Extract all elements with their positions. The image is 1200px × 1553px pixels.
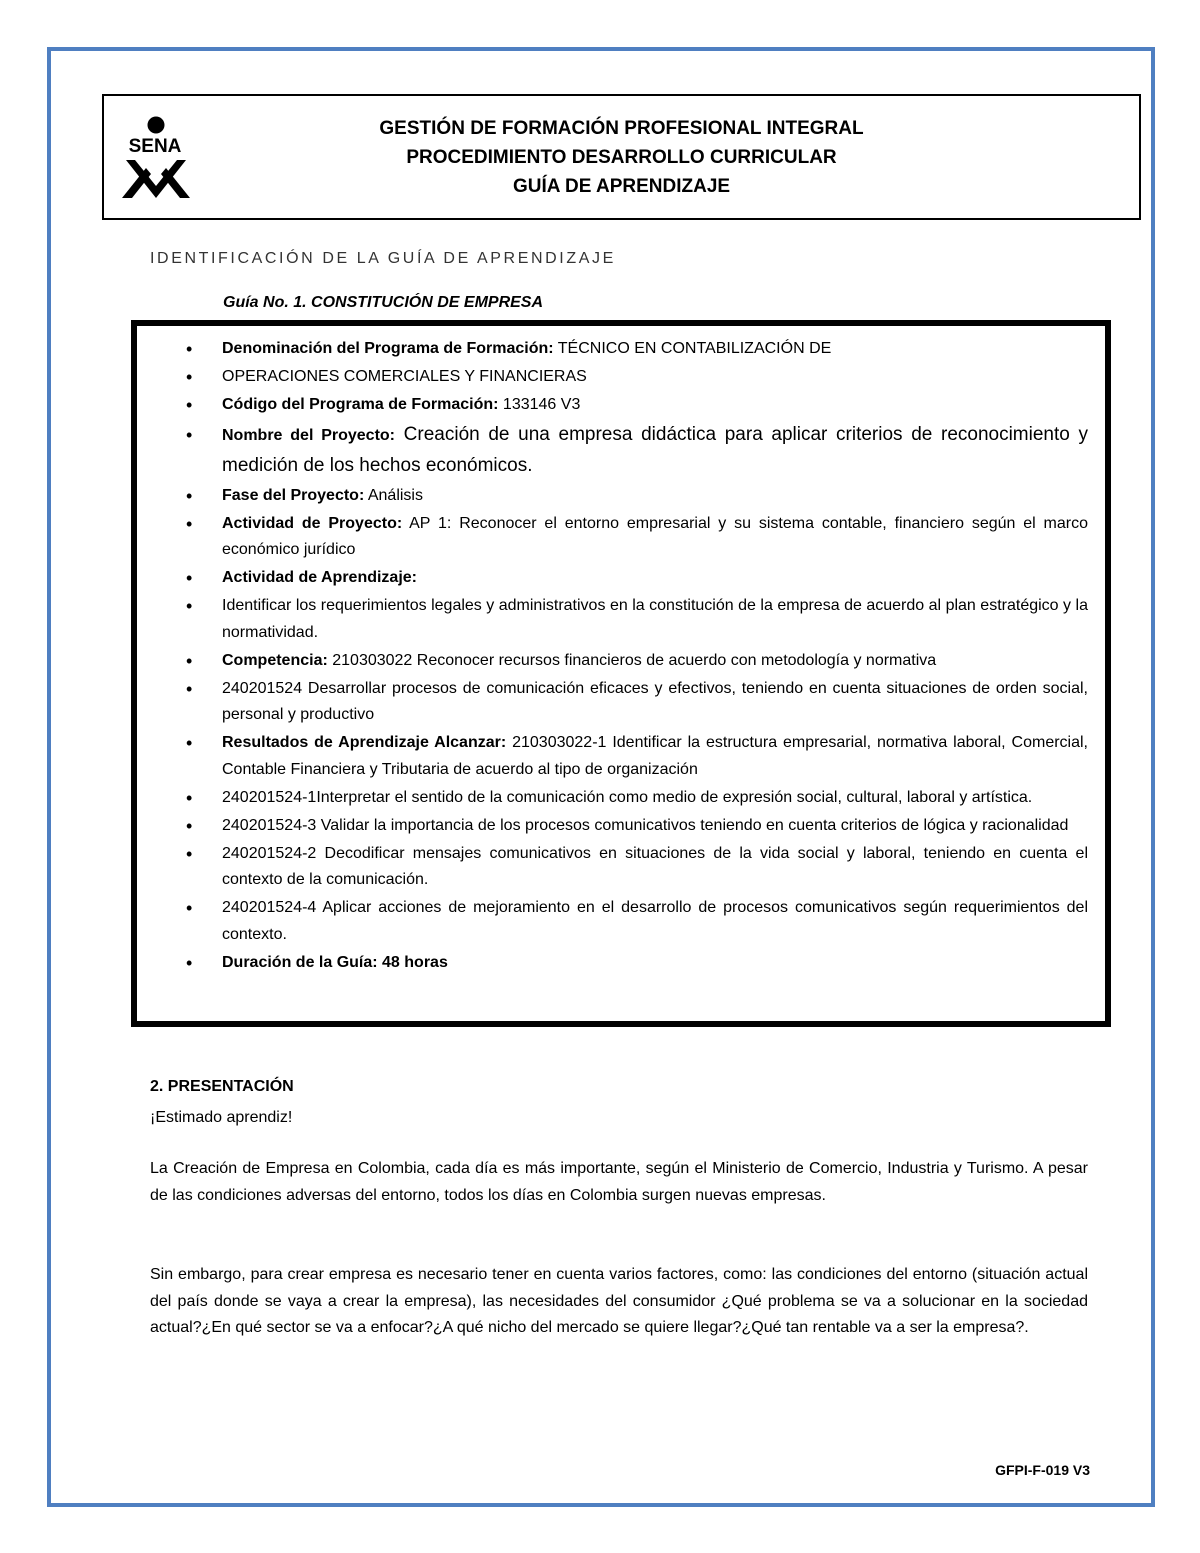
guide-info-list (222, 336, 1088, 978)
footer-code: GFPI-F-019 V3 (995, 1462, 1090, 1478)
identification-heading: IDENTIFICACIÓN DE LA GUÍA DE APRENDIZAJE (150, 250, 616, 267)
presentation-paragraph-1: La Creación de Empresa en Colombia, cada día es más importante, según el Ministerio de Comercio, Industria y Turismo. A pesar de las condiciones adversas del entorno, todos los días en Colombia surgen nuevas empresas. (150, 1160, 1088, 1204)
header-title-line2: PROCEDIMIENTO DESARROLLO CURRICULAR (406, 147, 837, 168)
list-item: • 240201524-4 Aplicar acciones de mejoramiento en el desarrollo de procesos comunicativos según requerimientos del contexto. (222, 895, 1088, 948)
logo-text: SENA (128, 136, 182, 157)
list-item: • 240201524-3 Validar la importancia de los procesos comunicativos teniendo en cuenta criterios de lógica y racionalidad (222, 813, 1088, 840)
list-item: • Código del Programa de Formación: 133146 V3 (222, 392, 1088, 419)
presentation-heading: 2. PRESENTACIÓN (150, 1078, 294, 1095)
list-item: • Nombre del Proyecto: Creación de una empresa didáctica para aplicar criterios de reconocimiento y medición de los hechos económicos. (222, 420, 1088, 481)
list-item: • Denominación del Programa de Formación: TÉCNICO EN CONTABILIZACIÓN DE (222, 336, 1088, 363)
header-title-line3: GUÍA DE APRENDIZAJE (512, 176, 731, 197)
list-item: • OPERACIONES COMERCIALES Y FINANCIERAS (222, 364, 1088, 391)
guide-title: Guía No. 1. CONSTITUCIÓN DE EMPRESA (223, 294, 544, 311)
list-item: • Fase del Proyecto: Análisis (222, 483, 1088, 510)
list-item: • Actividad de Proyecto: AP 1: Reconocer el entorno empresarial y su sistema contable, financiero según el marco económico jurídico (222, 511, 1088, 564)
list-item: • Identificar los requerimientos legales y administrativos en la constitución de la empresa de acuerdo al plan estratégico y la normatividad. (222, 593, 1088, 646)
guide-info-box (131, 320, 1111, 1027)
list-item: • Resultados de Aprendizaje Alcanzar: 210303022-1 Identificar la estructura empresarial, normativa laboral, Comercial, Contable Financiera y Tributaria de acuerdo al tipo de organización (222, 730, 1088, 783)
list-item: • Actividad de Aprendizaje: (222, 565, 1088, 592)
presentation-paragraph-2: Sin embargo, para crear empresa es necesario tener en cuenta varios factores, como: las condiciones del entorno (situación actual del país donde se vaya a crear la empresa), las necesidades del consumidor ¿Qué problema se va a solucionar en la sociedad actual?¿En qué sector se va a enfocar?¿A qué nicho del mercado se quiere llegar?¿Qué tan rentable va a ser la empresa?. (150, 1266, 1088, 1336)
header-title-line1: GESTIÓN DE FORMACIÓN PROFESIONAL INTEGRAL (379, 118, 864, 139)
list-item: • 240201524 Desarrollar procesos de comunicación eficaces y efectivos, teniendo en cuenta situaciones de orden social, personal y productivo (222, 676, 1088, 729)
list-item: • Duración de la Guía: 48 horas (222, 950, 1088, 977)
list-item: • 240201524-1Interpretar el sentido de la comunicación como medio de expresión social, cultural, laboral y artística. (222, 785, 1088, 812)
presentation-greeting: ¡Estimado aprendiz! (150, 1109, 293, 1126)
list-item: • Competencia: 210303022 Reconocer recursos financieros de acuerdo con metodología y normativa (222, 648, 1088, 675)
document-header (102, 94, 1141, 220)
list-item: • 240201524-2 Decodificar mensajes comunicativos en situaciones de la vida social y laboral, teniendo en cuenta el contexto de la comunicación. (222, 841, 1088, 894)
